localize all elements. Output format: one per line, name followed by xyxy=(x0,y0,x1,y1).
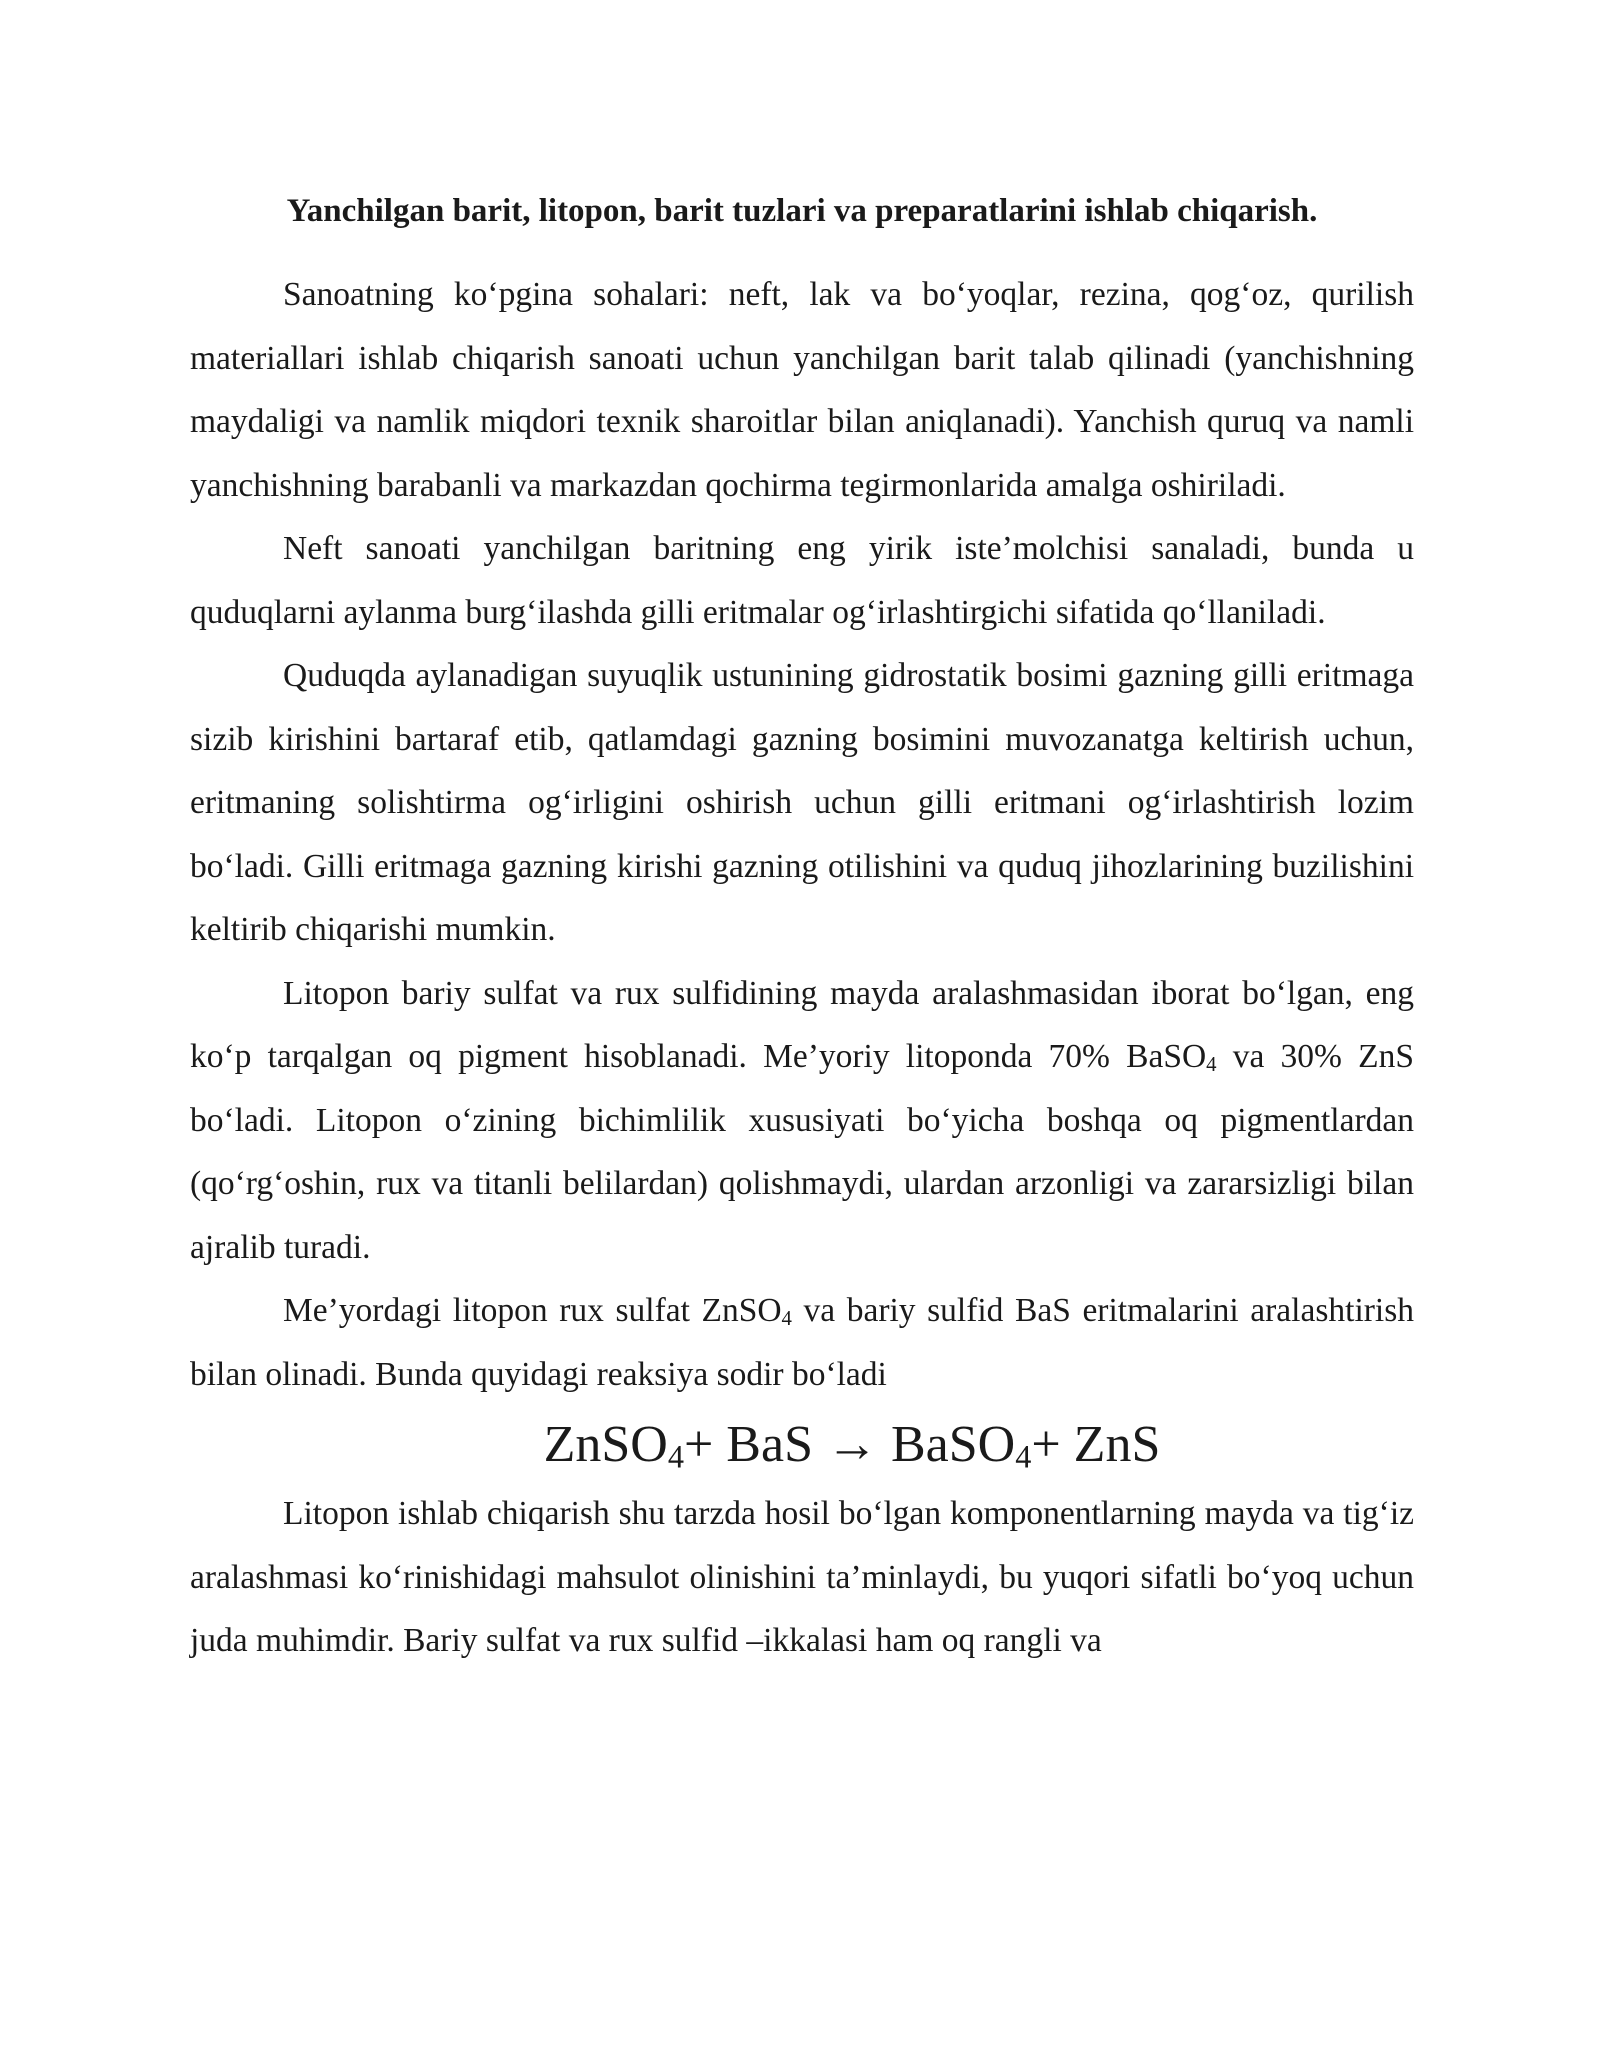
paragraph-4 xyxy=(190,962,1414,1280)
paragraph-4-text-a: Litopon bariy sulfat va rux sulfidining mayda aralashmasidan iborat bo‘lgan, eng ko‘p tarqalgan oq pigment hisoblanadi. Me’yoriy litoponda 70% BaSO xyxy=(190,974,1414,1075)
paragraph-5-text-b: va bariy sulfid BaS eritmalarini aralashtirish bilan olinadi. Bunda quyidagi reaksiya sodir bo‘ladi xyxy=(190,1292,1415,1393)
paragraph-5-text-a: Me’yordagi litopon rux sulfat ZnSO xyxy=(283,1292,782,1329)
paragraph-5-subscript: 4 xyxy=(781,1307,792,1331)
paragraph-2: Neft sanoati yanchilgan baritning eng yirik iste’molchisi sanaladi, bunda u quduqlarni aylanma burg‘ilashda gilli eritmalar og‘irlashtirgichi sifatida qo‘llaniladi. xyxy=(190,530,1414,631)
document-title: Yanchilgan barit, litopon, barit tuzlari va preparatlarini ishlab chiqarish. xyxy=(286,193,1318,229)
formula-subscript-1: 4 xyxy=(667,1438,684,1475)
paragraph-3: Quduqda aylanadigan suyuqlik ustunining gidrostatik bosimi gazning gilli eritmaga sizib kirishini bartaraf etib, qatlamdagi gazning bosimini muvozanatga keltirish uchun, eritmaning solishtirma og‘irligini oshirish uchun gilli eritmani og‘irlashtirish lozim bo‘ladi. Gilli eritmaga gazning kirishi gazning otilishini va quduq jihozlarining buzilishini keltirib chiqarishi mumkin. xyxy=(190,657,1414,948)
document-page xyxy=(190,185,1414,1673)
paragraph-4-text-b: va 30% ZnS bo‘ladi. Litopon o‘zining bichimlilik xususiyati bo‘yicha boshqa oq pigmentlardan (qo‘rg‘oshin, rux va titanli belilardan) qolishmaydi, ulardan arzonligi va zararsizligi bilan ajralib turadi. xyxy=(190,1038,1414,1266)
paragraph-6: Litopon ishlab chiqarish shu tarzda hosil bo‘lgan komponentlarning mayda va tig‘iz aralashmasi ko‘rinishidagi mahsulot olinishini ta’minlaydi, bu yuqori sifatli bo‘yoq uchun juda muhimdir. Bariy sulfat va rux sulfid –ikkalasi ham oq rangli va xyxy=(190,1495,1414,1659)
reaction-formula xyxy=(190,1408,1414,1482)
formula-part-1: ZnSO xyxy=(543,1416,668,1473)
paragraph-4-subscript: 4 xyxy=(1206,1053,1217,1077)
formula-part-3: + ZnS xyxy=(1031,1416,1161,1473)
paragraph-5 xyxy=(190,1279,1414,1406)
formula-subscript-2: 4 xyxy=(1015,1438,1032,1475)
formula-part-2: + BaS → BaSO xyxy=(683,1416,1016,1473)
paragraph-1: Sanoatning ko‘pgina sohalari: neft, lak va bo‘yoqlar, rezina, qog‘oz, qurilish materiallari ishlab chiqarish sanoati uchun yanchilgan barit talab qilinadi (yanchishning maydaligi va namlik miqdori texnik sharoitlar bilan aniqlanadi). Yanchish quruq va namli yanchishning barabanli va markazdan qochirma tegirmonlarida amalga oshiriladi. xyxy=(190,276,1414,504)
